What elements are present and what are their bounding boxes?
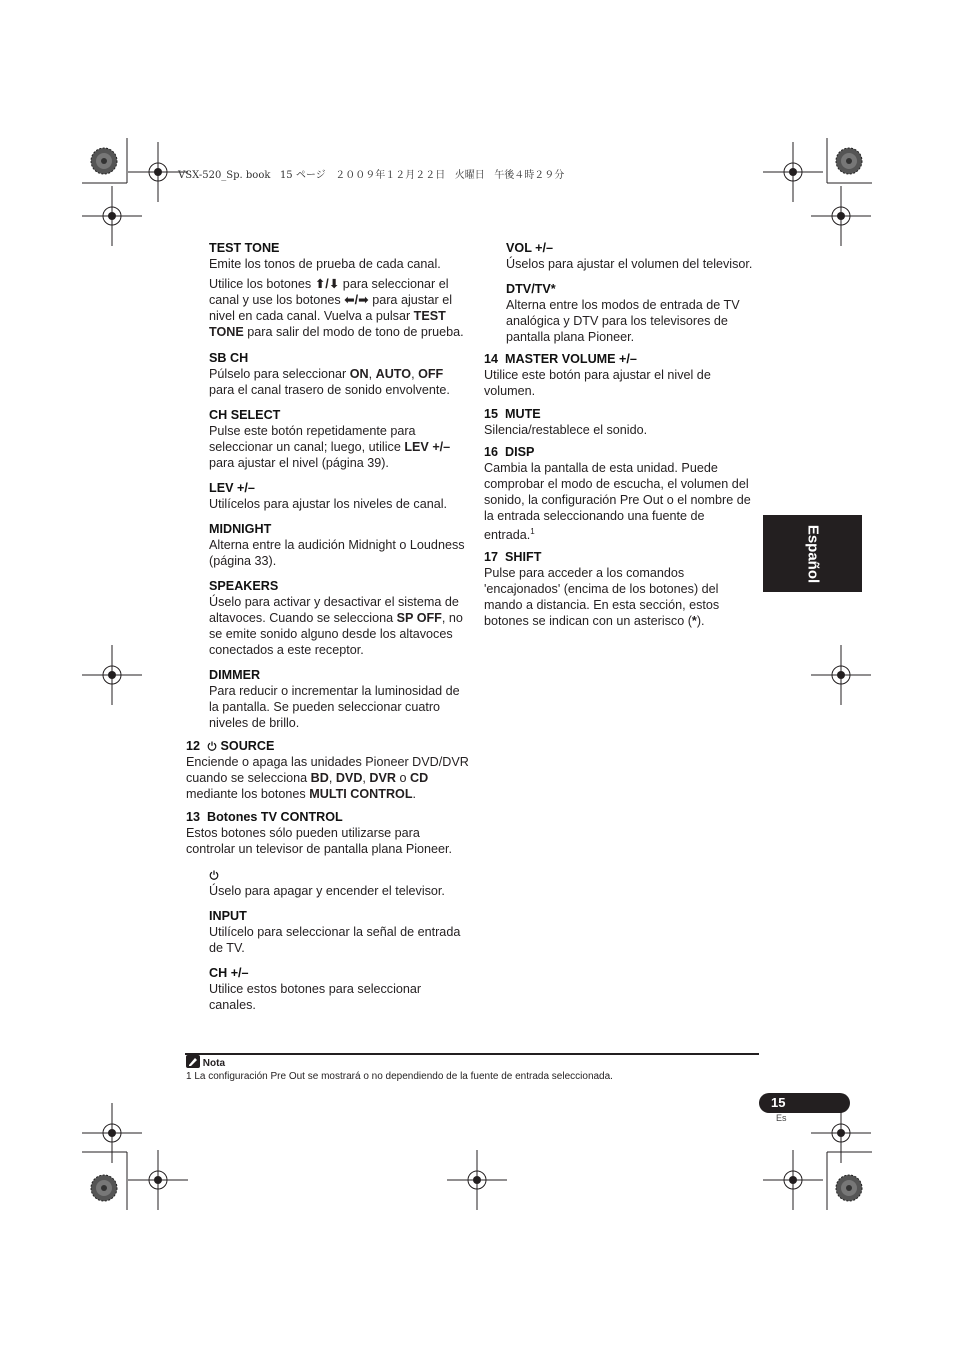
note-icon [186,1055,200,1068]
footnote [186,1055,613,1083]
source-heading: 12 SOURCE [186,739,275,753]
test-tone-text: Emite los tonos de prueba de cada canal. [209,257,441,271]
master-volume-text: Utilice este botón para ajustar el nivel de volumen. [484,368,711,398]
ch-select-text: Pulse este botón repetidamente para seleccionar un canal; luego, utilice LEV +/– para ajustar el nivel (página 39). [209,424,451,470]
midnight-heading: MIDNIGHT [209,522,272,536]
ch-heading: CH +/– [209,966,249,980]
lev-text: Utilícelos para ajustar los niveles de canal. [209,497,448,511]
tv-power-heading [209,867,471,883]
vol-text: Úselos para ajustar el volumen del televisor. [506,257,753,271]
power-icon [209,870,219,880]
dimmer-text: Para reducir o incrementar la luminosidad de la pantalla. Se pueden seleccionar cuatro niveles de brillo. [209,684,460,730]
note-title: Nota [202,1058,226,1069]
speakers-heading: SPEAKERS [209,579,279,593]
footnote-ref: 1 [530,527,535,536]
page-lang: Es [776,1113,787,1123]
note-number: 1 [186,1071,192,1082]
note-text: La configuración Pre Out se mostrará o no dependiendo de la fuente de entrada seleccionada. [194,1071,613,1082]
up-down-arrows-icon: ⬆/⬇ [314,277,340,291]
left-right-arrows-icon: ⬅/➡ [344,293,369,307]
input-text: Utilícelo para seleccionar la señal de entrada de TV. [209,925,461,955]
shift-heading: 17 SHIFT [484,550,542,565]
midnight-text: Alterna entre la audición Midnight o Loudness (página 33). [209,538,465,568]
right-column [484,240,754,629]
mute-heading: 15 MUTE [484,407,541,421]
dtv-text: Alterna entre los modos de entrada de TV analógica y DTV para los televisores de pantalla plana Pioneer. [506,298,740,344]
page-number-badge: 15 [759,1093,850,1113]
disp-heading: 16 DISP [484,445,535,459]
language-tab: Español [763,515,862,592]
test-tone-heading: TEST TONE [209,241,280,255]
source-text: Enciende o apaga las unidades Pioneer DVD/DVR cuando se selecciona BD, DVD, DVR o CD mediante los botones MULTI CONTROL. [186,755,469,801]
dimmer-heading: DIMMER [209,668,261,682]
left-column [186,240,471,1013]
ch-select-heading: CH SELECT [209,408,281,422]
master-volume-heading: 14 MASTER VOLUME +/– [484,352,637,366]
mute-text: Silencia/restablece el sonido. [484,423,648,437]
vol-heading: VOL +/– [506,241,554,255]
tv-control-text: Estos botones sólo pueden utilizarse para controlar un televisor de pantalla plana Pioneer. [186,826,453,856]
book-header: VSX-520_Sp. book 15 ページ ２００９年１２月２２日 火曜日 午後４時２９分 [178,170,565,181]
speakers-text: Úselo para activar y desactivar el sistema de altavoces. Cuando se selecciona SP OFF, no se emite sonido alguno desde los altavoces conectados a este receptor. [209,595,463,657]
disp-text: Cambia la pantalla de esta unidad. Puede comprobar el modo de escucha, el volumen del sonido, la configuración Pre Out o el nombre de la entrada seleccionando una fuente de entrada.$^1$ [484,461,751,543]
tv-power-text: Úselo para apagar y encender el televisor. [209,884,445,898]
sb-ch-heading: SB CH [209,351,249,365]
shift-text: Pulse para acceder a los comandos 'encajonados' (encima de los botones) del mando a distancia. En esta sección, estos botones se indican con un asterisco (*). [484,566,720,629]
tv-control-heading: 13 Botones TV CONTROL [186,810,343,824]
ch-text: Utilice estos botones para seleccionar canales. [209,982,422,1012]
input-heading: INPUT [209,909,247,923]
dtv-heading: DTV/TV* [506,282,556,296]
test-tone-usage: Utilice los botones ⬆/⬇ para seleccionar el canal y use los botones ⬅/➡ para ajustar el nivel en cada canal. Vuelva a pulsar TEST TONE para salir del modo de tono de prueba. [209,277,464,339]
lev-heading: LEV +/– [209,481,255,495]
sb-ch-text: Púlselo para seleccionar ON, AUTO, OFF para el canal trasero de sonido envolvente. [209,367,450,397]
power-icon [207,741,217,751]
